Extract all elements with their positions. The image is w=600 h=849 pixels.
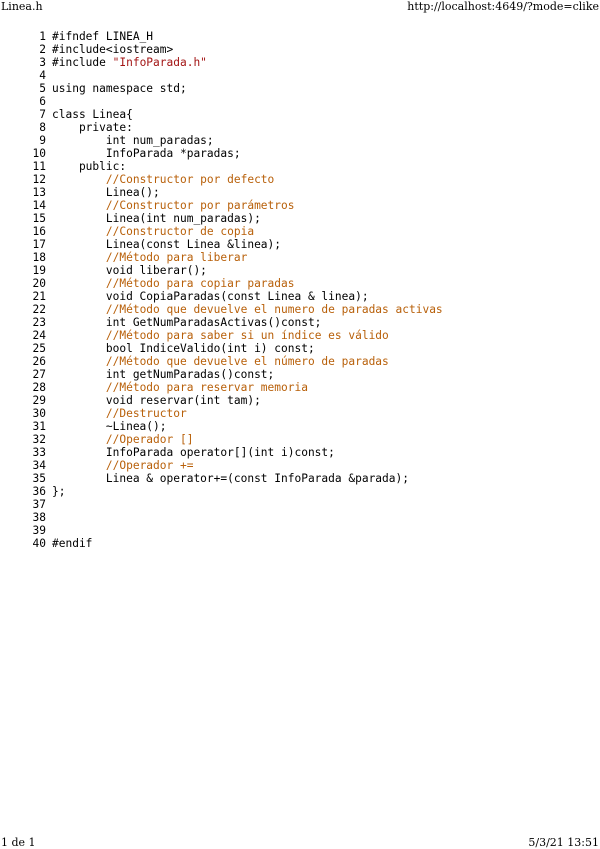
line-number: 22: [32, 303, 46, 316]
line-text: [52, 43, 173, 56]
line-text: [52, 277, 294, 290]
code-token: #endif: [52, 537, 93, 550]
code-token: [52, 173, 106, 186]
code-line: [28, 498, 548, 511]
code-token: [52, 407, 106, 420]
line-number: 1: [39, 30, 46, 43]
line-text: [52, 459, 193, 472]
line-number: 9: [39, 134, 46, 147]
code-token: [52, 355, 106, 368]
code-token: #include: [52, 56, 113, 69]
code-token: void CopiaParadas(const Linea & linea);: [52, 290, 369, 303]
code-comment: //Método para reservar memoria: [105, 381, 308, 394]
line-text: [52, 290, 369, 303]
code-line: [28, 381, 548, 394]
code-line: [28, 82, 548, 95]
code-comment: //Método para copiar paradas: [105, 277, 295, 290]
code-comment: //Constructor por parámetros: [105, 199, 295, 212]
code-token: [52, 381, 106, 394]
line-text: [52, 251, 247, 264]
line-text: [52, 199, 294, 212]
line-number: 39: [32, 524, 46, 537]
code-line: [28, 407, 548, 420]
line-number: 2: [39, 43, 46, 56]
line-number: 12: [32, 173, 46, 186]
line-text: [52, 485, 65, 498]
code-line: [28, 368, 548, 381]
line-number: 17: [32, 238, 46, 251]
code-line: [28, 160, 548, 173]
line-text: [52, 446, 335, 459]
code-line: [28, 30, 548, 43]
line-number: 11: [32, 160, 46, 173]
line-number: 35: [32, 472, 46, 485]
line-number: 8: [39, 121, 46, 134]
code-line: [28, 186, 548, 199]
code-token: InfoParada operator[](int i)const;: [52, 446, 335, 459]
line-text: [52, 407, 187, 420]
code-token: void liberar();: [52, 264, 207, 277]
code-token: [52, 225, 106, 238]
code-token: [52, 277, 106, 290]
line-number: 37: [32, 498, 46, 511]
line-number: 15: [32, 212, 46, 225]
code-token: Linea(int num_paradas);: [52, 212, 261, 225]
code-line: [28, 316, 548, 329]
line-number: 33: [32, 446, 46, 459]
line-number: 14: [32, 199, 46, 212]
code-line: [28, 277, 548, 290]
code-token: ~Linea();: [52, 420, 167, 433]
code-line: [28, 56, 548, 69]
code-line: [28, 355, 548, 368]
code-token: int getNumParadas()const;: [52, 368, 275, 381]
code-viewer: [28, 30, 548, 550]
code-token: Linea();: [52, 186, 160, 199]
line-text: [52, 433, 193, 446]
line-text: [52, 134, 214, 147]
code-line: [28, 134, 548, 147]
code-token: private:: [52, 121, 133, 134]
line-number: 20: [32, 277, 46, 290]
code-line: [28, 329, 548, 342]
code-token: using namespace std;: [52, 82, 187, 95]
line-text: [52, 82, 187, 95]
line-text: [52, 147, 241, 160]
line-text: [52, 108, 133, 121]
code-line: [28, 472, 548, 485]
code-token: [52, 303, 106, 316]
code-token: };: [52, 485, 66, 498]
line-text: [52, 186, 160, 199]
code-line: [28, 433, 548, 446]
line-number: 21: [32, 290, 46, 303]
code-block: [28, 30, 548, 550]
code-comment: //Destructor: [105, 407, 187, 420]
line-text: [52, 368, 274, 381]
code-line: [28, 251, 548, 264]
line-number: 18: [32, 251, 46, 264]
line-number: 29: [32, 394, 46, 407]
page-count: 1 de 1: [1, 836, 36, 849]
code-line: [28, 238, 548, 251]
line-text: [52, 225, 254, 238]
line-number: 38: [32, 511, 46, 524]
code-token: [52, 199, 106, 212]
code-line: [28, 485, 548, 498]
line-text: [52, 329, 389, 342]
line-text: [52, 420, 167, 433]
code-token: bool IndiceValido(int i) const;: [52, 342, 315, 355]
code-line: [28, 69, 548, 82]
line-number: 24: [32, 329, 46, 342]
code-line: [28, 537, 548, 550]
line-text: [52, 303, 443, 316]
code-line: [28, 511, 548, 524]
line-text: [52, 394, 261, 407]
line-number: 26: [32, 355, 46, 368]
code-line: [28, 108, 548, 121]
line-text: [52, 30, 153, 43]
code-line: [28, 524, 548, 537]
line-number: 10: [32, 147, 46, 160]
line-text: [52, 160, 126, 173]
code-line: [28, 225, 548, 238]
code-token: public:: [52, 160, 127, 173]
line-number: 40: [32, 537, 46, 550]
code-line: [28, 303, 548, 316]
page-url: http://localhost:4649/?mode=clike: [407, 0, 599, 13]
code-line: [28, 394, 548, 407]
code-token: Linea & operator+=(const InfoParada &parada);: [52, 472, 409, 485]
line-text: [52, 121, 133, 134]
code-line: [28, 420, 548, 433]
line-number: 3: [39, 56, 46, 69]
line-number: 28: [32, 381, 46, 394]
line-text: [52, 238, 281, 251]
code-comment: //Método que devuelve el numero de paradas activas: [105, 303, 443, 316]
code-line: [28, 199, 548, 212]
line-text: [52, 212, 261, 225]
code-line: [28, 121, 548, 134]
code-line: [28, 446, 548, 459]
line-number: 13: [32, 186, 46, 199]
line-number: 32: [32, 433, 46, 446]
code-line: [28, 43, 548, 56]
code-line: [28, 147, 548, 160]
line-number: 4: [39, 69, 46, 82]
code-token: [52, 329, 106, 342]
code-comment: //Constructor por defecto: [105, 173, 275, 186]
code-comment: //Método para liberar: [105, 251, 248, 264]
code-token: int num_paradas;: [52, 134, 214, 147]
line-number: 36: [32, 485, 46, 498]
code-token: void reservar(int tam);: [52, 394, 261, 407]
code-comment: //Método que devuelve el número de paradas: [105, 355, 389, 368]
line-text: [52, 264, 207, 277]
line-text: [52, 381, 308, 394]
code-token: int GetNumParadasActivas()const;: [52, 316, 322, 329]
code-string: "InfoParada.h": [112, 56, 207, 69]
line-number: 19: [32, 264, 46, 277]
code-token: InfoParada *paradas;: [52, 147, 241, 160]
line-number: 6: [39, 95, 46, 108]
line-text: [52, 537, 92, 550]
code-token: [52, 459, 106, 472]
code-line: [28, 459, 548, 472]
code-line: [28, 173, 548, 186]
code-comment: //Operador +=: [105, 459, 194, 472]
code-line: [28, 95, 548, 108]
code-comment: //Operador []: [105, 433, 194, 446]
line-text: [52, 173, 274, 186]
line-text: [52, 342, 315, 355]
code-comment: //Constructor de copia: [105, 225, 255, 238]
line-number: 23: [32, 316, 46, 329]
code-line: [28, 290, 548, 303]
line-number: 30: [32, 407, 46, 420]
line-number: 25: [32, 342, 46, 355]
code-comment: //Método para saber si un índice es válido: [105, 329, 389, 342]
line-number: 27: [32, 368, 46, 381]
line-text: [52, 316, 321, 329]
code-token: [52, 433, 106, 446]
code-token: #ifndef LINEA_H: [52, 30, 154, 43]
line-text: [52, 56, 207, 69]
code-line: [28, 212, 548, 225]
line-number: 7: [39, 108, 46, 121]
code-token: class Linea{: [52, 108, 133, 121]
line-text: [52, 355, 389, 368]
line-number: 16: [32, 225, 46, 238]
code-token: Linea(const Linea &linea);: [52, 238, 282, 251]
code-line: [28, 264, 548, 277]
print-datetime: 5/3/21 13:51: [528, 836, 599, 849]
line-number: 34: [32, 459, 46, 472]
line-number: 5: [39, 82, 46, 95]
code-line: [28, 342, 548, 355]
code-token: #include<iostream>: [52, 43, 174, 56]
code-token: [52, 251, 106, 264]
page-title: Linea.h: [1, 0, 43, 13]
line-text: [52, 472, 409, 485]
line-number: 31: [32, 420, 46, 433]
